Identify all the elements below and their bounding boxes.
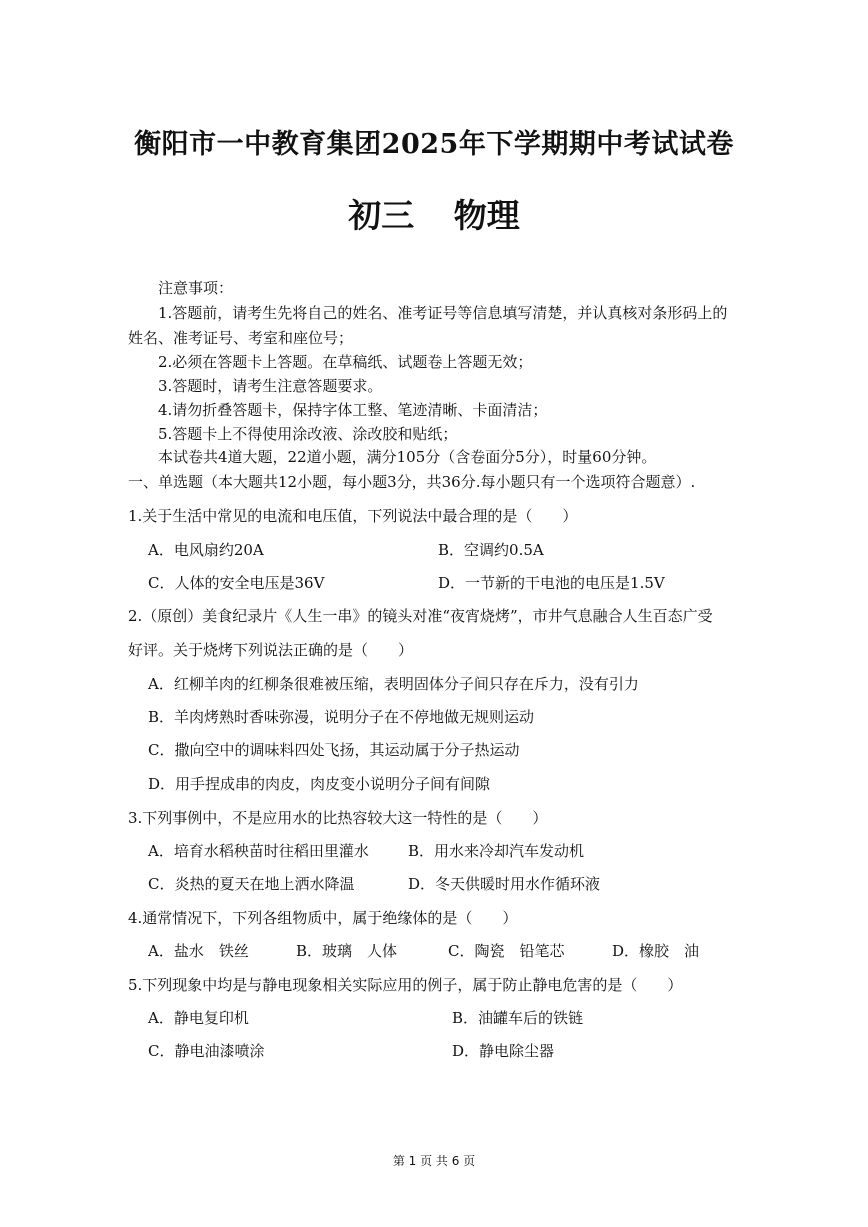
question-option: A．静电复印机 [148,1009,249,1027]
question-option: C．炎热的夏天在地上洒水降温 [148,875,355,893]
question-stem: 1.关于生活中常见的电流和电压值，下列说法中最合理的是（ ） [128,507,578,525]
question-stem: 好评。关于烧烤下列说法正确的是（ ） [128,641,414,659]
question-option: C．陶瓷 铅笔芯 [448,942,565,960]
exam-title: 衡阳市一中教育集团2025年下学期期中考试试卷 [134,129,734,160]
question-stem: 2.（原创）美食纪录片《人生一串》的镜头对准“夜宵烧烤”，市井气息融合人生百态广受 [128,607,713,625]
question-option: A．培育水稻秧苗时往稻田里灌水 [148,842,369,860]
question-option: C．撒向空中的调味料四处飞扬，其运动属于分子热运动 [148,741,520,759]
question-stem: 4.通常情况下，下列各组物质中，属于绝缘体的是（ ） [128,909,518,927]
question-stem: 5.下列现象中均是与静电现象相关实际应用的例子，属于防止静电危害的是（ ） [128,976,683,994]
notice-heading: 注意事项： [158,279,234,297]
question-option: D．橡胶 油 [612,942,700,960]
question-option: B．油罐车后的铁链 [452,1009,584,1027]
grade-label: 初三 [348,196,415,235]
notice-item: 姓名、准考证号、考室和座位号； [128,329,354,347]
question-option: D．用手捏成串的肉皮，肉皮变小说明分子间有间隙 [148,775,491,793]
question-option: B．用水来冷却汽车发动机 [408,842,585,860]
section-heading: 一、单选题（本大题共12小题，每小题3分，共36分.每小题只有一个选项符合题意）. [128,473,696,491]
notice-item: 1.答题前，请考生先将自己的姓名、准考证号等信息填写清楚，并认真核对条形码上的 [158,304,728,322]
page-number: 第 1 页 共 6 页 [392,1154,476,1168]
question-option: D．冬天供暖时用水作循环液 [408,875,601,893]
question-stem: 3.下列事例中，不是应用水的比热容较大这一特性的是（ ） [128,809,548,827]
notice-summary: 本试卷共4道大题，22道小题，满分105分（含卷面分5分），时量60分钟。 [158,448,657,466]
notice-item: 5.答题卡上不得使用涂改液、涂改胶和贴纸； [158,425,458,443]
question-option: D．静电除尘器 [452,1042,555,1060]
question-option: C．人体的安全电压是36V [148,574,325,592]
question-option: C．静电油漆喷涂 [148,1042,265,1060]
notice-item: 3.答题时，请考生注意答题要求。 [158,377,383,395]
question-option: B．羊肉烤熟时香味弥漫，说明分子在不停地做无规则运动 [148,708,535,726]
question-option: A．电风扇约20A [148,541,264,559]
question-option: B．空调约0.5A [438,541,544,559]
question-option: A．盐水 铁丝 [148,942,249,960]
question-option: B．玻璃 人体 [296,942,398,960]
question-option: A．红柳羊肉的红柳条很难被压缩，表明固体分子间只存在斥力，没有引力 [148,675,639,693]
subject-label: 物理 [453,196,520,235]
exam-subtitle [0,190,868,237]
notice-item: 4.请勿折叠答题卡，保持字体工整、笔迹清晰、卡面清洁； [158,401,548,419]
question-option: D．一节新的干电池的电压是1.5V [438,574,665,592]
notice-item: 2.必须在答题卡上答题。在草稿纸、试题卷上答题无效； [158,353,533,371]
